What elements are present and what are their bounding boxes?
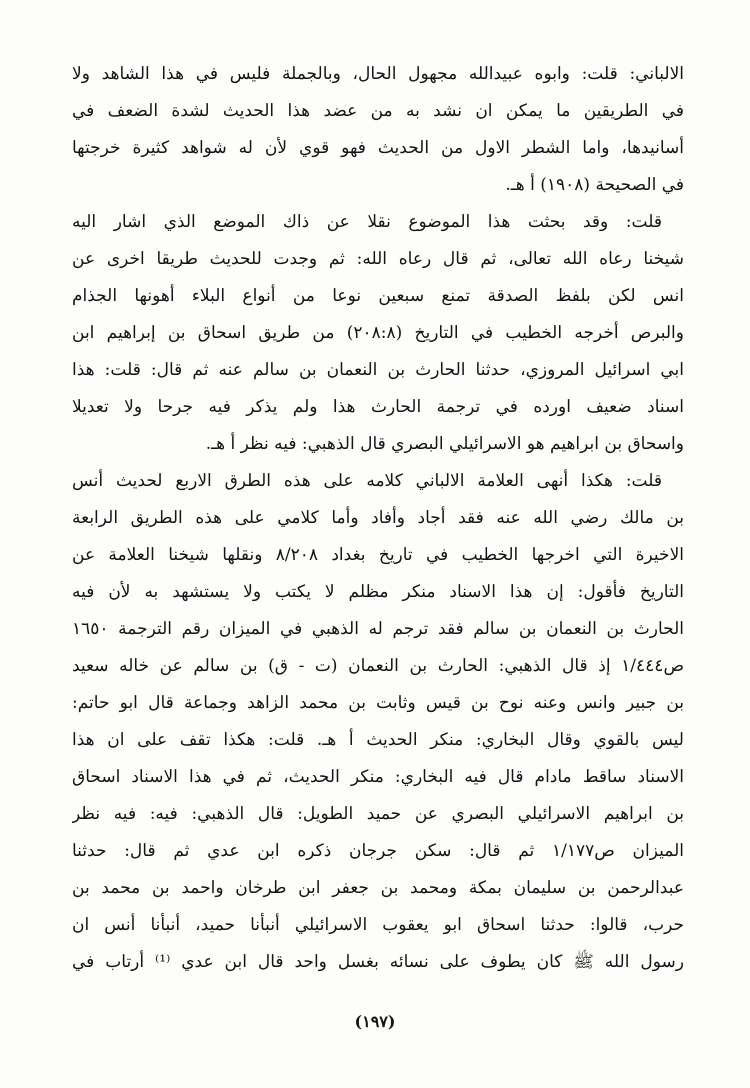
text-line: بن ابراهيم الاسرائيلي البصري عن حميد الطويل: قال الذهبي: فيه: فيه نظر xyxy=(72,804,684,824)
text-line: قلت: هكذا أنهى العلامة الالباني كلامه على هذه الطرق الاربع لحديث أنس xyxy=(72,471,662,491)
text-line: الاسناد ساقط مادام قال فيه البخاري: منكر الحديث، ثم في هذا الاسناد اسحاق xyxy=(72,767,684,787)
paragraph-2 xyxy=(72,204,684,463)
text-line: شيخنا رعاه الله تعالى، ثم قال رعاه الله: ثم وجدت للحديث طريقا اخرى عن xyxy=(72,249,684,269)
text-line: رسول الله ﷺ كان يطوف على نسائه بغسل واحد قال ابن عدي ⁽¹⁾ أرتاب في xyxy=(72,952,684,972)
text-line: ليس بالقوي وقال البخاري: منكر الحديث أ هـ. قلت: هكذا تقف على ان هذا xyxy=(72,730,684,750)
text-line: قلت: وقد بحثت هذا الموضوع نقلا عن ذاك الموضع الذي اشار اليه xyxy=(72,212,662,232)
text-line: عبدالرحمن بن سليمان بمكة ومحمد بن جعفر ابن طرخان واحمد بن محمد بن xyxy=(72,878,684,898)
text-line: الاخيرة التي اخرجها الخطيب في تاريخ بغداد ٨/٢٠٨ ونقلها شيخنا العلامة عن xyxy=(72,545,684,565)
paragraph-3 xyxy=(72,463,684,981)
text-line: بن جبير وانس وعنه نوح بن قيس وثابت بن محمد الزاهد وجماعة قال ابو حاتم: xyxy=(72,693,684,713)
text-line: اسناد ضعيف اورده في ترجمة الحارث هذا ولم يذكر فيه جرحا ولا تعديلا xyxy=(72,397,684,417)
text-line: الالباني: قلت: وابوه عبيدالله مجهول الحال، وبالجملة فليس في هذا الشاهد ولا xyxy=(72,64,684,84)
body-text xyxy=(72,56,684,981)
paragraph-1 xyxy=(72,56,684,204)
text-line: في الصحيحة (١٩٠٨) أ هـ. xyxy=(505,175,684,195)
text-line: الميزان ص١/١٧٧ ثم قال: سكن جرجان ذكره ابن عدي ثم قال: حدثنا xyxy=(72,841,684,861)
text-line: واسحاق بن ابراهيم هو الاسرائيلي البصري قال الذهبي: فيه نظر أ هـ. xyxy=(205,434,684,454)
text-line: ابي اسرائيل المروزي، حدثنا الحارث بن النعمان بن سالم عنه ثم قال: قلت: هذا xyxy=(72,360,684,380)
text-line: أسانيدها، واما الشطر الاول من الحديث فهو قوي لأن له شواهد كثيرة خرجتها xyxy=(72,138,684,158)
text-line: ص١/٤٤٤ إذ قال الذهبي: الحارث بن النعمان (ت - ق) بن سالم عن خاله سعيد xyxy=(72,656,684,676)
page-number: (١٩٧) xyxy=(354,1012,396,1031)
text-line: التاريخ فأقول: إن هذا الاسناد منكر مظلم لا يكتب ولا يستشهد به لأن فيه xyxy=(72,582,684,602)
text-line: والبرص أخرجه الخطيب في التاريخ (٢٠٨:٨) من طريق اسحاق بن إبراهيم ابن xyxy=(72,323,684,343)
text-line: حرب، قالوا: حدثنا اسحاق ابو يعقوب الاسرائيلي أنبأنا حميد، أنبأنا أنس ان xyxy=(72,915,684,935)
text-line: بن مالك رضي الله عنه فقد أجاد وأفاد وأما كلامي على هذه الطريق الرابعة xyxy=(72,508,684,528)
text-line: في الطريقين ما يمكن ان نشد به من عضد هذا الحديث لشدة الضعف في xyxy=(72,101,684,121)
text-line: الحارث بن النعمان بن سالم فقد ترجم له الذهبي في الميزان رقم الترجمة ١٦٥٠ xyxy=(72,619,684,639)
text-line: انس لكن بلفظ الصدقة تمنع سبعين نوعا من أنواع البلاء أهونها الجذام xyxy=(72,286,684,306)
